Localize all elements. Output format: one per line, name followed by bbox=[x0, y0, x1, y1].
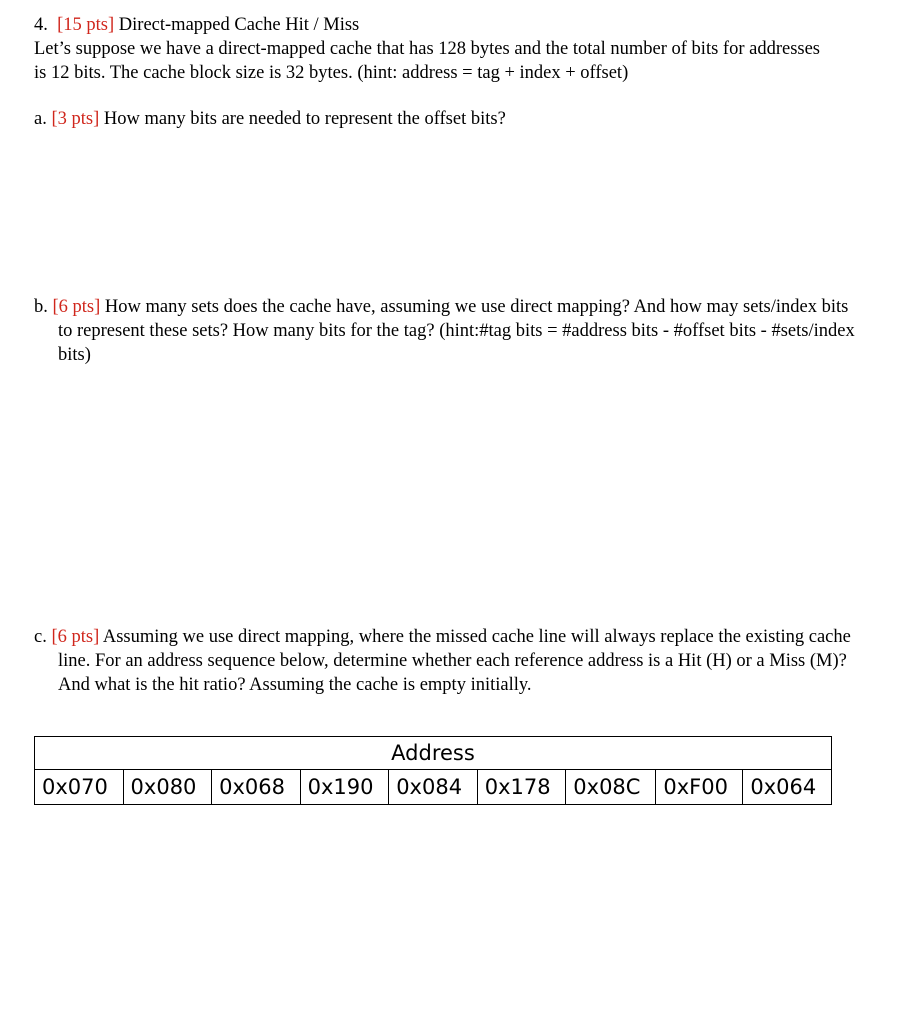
part-b-label: b. bbox=[34, 297, 48, 317]
question-header bbox=[34, 13, 359, 37]
part-b bbox=[34, 295, 866, 367]
address-cell: 0x08C bbox=[566, 770, 656, 805]
part-b-text: How many sets does the cache have, assuming we use direct mapping? And how may sets/index bits to represent these sets? How many bits for the tag? (hint:#tag bits = #address bits - #offset bits - #sets/index bits) bbox=[58, 297, 855, 365]
address-cell: 0x080 bbox=[123, 770, 212, 805]
address-cell: 0xF00 bbox=[656, 770, 743, 805]
part-c-text: Assuming we use direct mapping, where the missed cache line will always replace the existing cache line. For an address sequence below, determine whether each reference address is a Hit (H) or a Miss (M)? And what is the hit ratio? Assuming the cache is empty initially. bbox=[58, 627, 851, 695]
part-a-text: How many bits are needed to represent the offset bits? bbox=[103, 109, 506, 129]
part-a-label: a. bbox=[34, 109, 47, 129]
part-c-label: c. bbox=[34, 627, 47, 647]
address-cell: 0x064 bbox=[743, 770, 832, 805]
part-c bbox=[34, 625, 866, 697]
part-c-points: [6 pts] bbox=[51, 627, 100, 647]
question-intro: Let’s suppose we have a direct-mapped cache that has 128 bytes and the total number of bits for addresses is 12 bits. The cache block size is 32 bytes. (hint: address = tag + index + offset) bbox=[34, 39, 820, 83]
address-cell: 0x068 bbox=[212, 770, 301, 805]
address-cell: 0x178 bbox=[477, 770, 566, 805]
address-row bbox=[35, 770, 832, 805]
address-cell: 0x190 bbox=[300, 770, 389, 805]
address-header-row bbox=[35, 737, 832, 770]
address-header: Address bbox=[35, 737, 832, 770]
question-number: 4. bbox=[34, 15, 48, 35]
part-a-points: [3 pts] bbox=[51, 109, 100, 129]
address-cell: 0x070 bbox=[35, 770, 124, 805]
part-b-points: [6 pts] bbox=[52, 297, 101, 317]
question-points: [15 pts] bbox=[57, 15, 115, 35]
part-a bbox=[34, 107, 866, 131]
address-cell: 0x084 bbox=[389, 770, 478, 805]
question-title: Direct-mapped Cache Hit / Miss bbox=[118, 15, 360, 35]
address-table bbox=[34, 736, 832, 805]
